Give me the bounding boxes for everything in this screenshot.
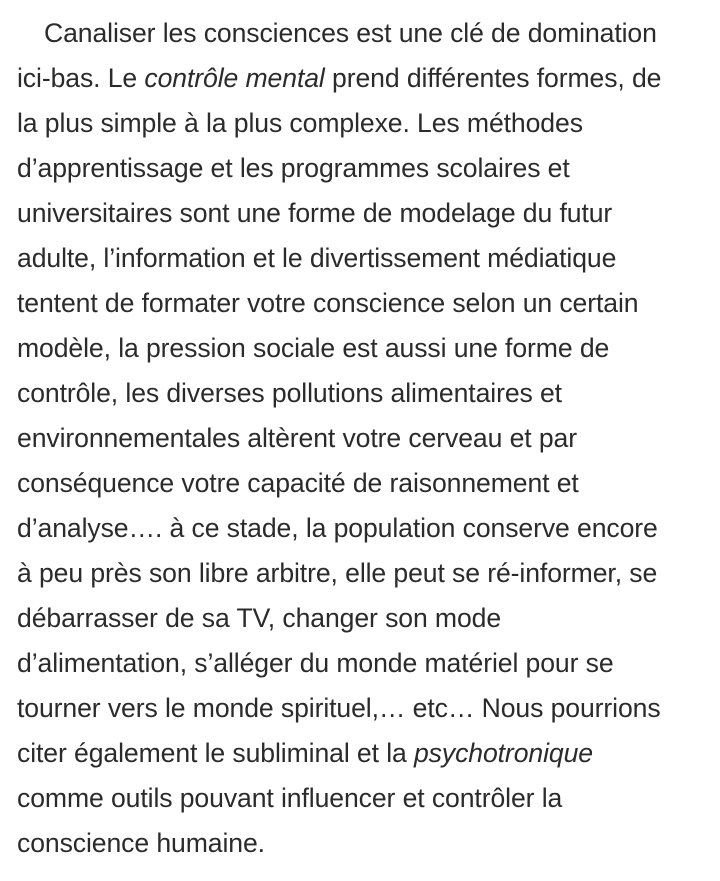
text-line: conséquence votre capacité de raisonnement et (17, 468, 579, 498)
text-line: d’alimentation, s’alléger du monde matériel pour se (17, 648, 614, 678)
text-line: à peu près son libre arbitre, elle peut se ré-informer, se (17, 558, 658, 588)
text-segment: prend différentes formes, de (324, 63, 662, 93)
text-line: tourner vers le monde spirituel,… etc… Nous pourrions (17, 693, 661, 723)
text-line: tentent de formater votre conscience selon un certain (17, 288, 639, 318)
text-line: la plus simple à la plus complexe. Les méthodes (17, 108, 583, 138)
text-line (17, 56, 710, 101)
emphasis-psychotronique: psychotronique (413, 738, 593, 768)
paragraph (17, 11, 710, 866)
text-line: débarrasser de sa TV, changer son mode (17, 603, 502, 633)
text-line: contrôle, les diverses pollutions alimentaires et (17, 378, 562, 408)
text-line: adulte, l’information et le divertissement médiatique (17, 243, 617, 273)
text-line: Canaliser les consciences est une clé de domination (44, 18, 657, 48)
emphasis-controle-mental: contrôle mental (144, 63, 325, 93)
text-line: d’analyse…. à ce stade, la population conserve encore (17, 513, 658, 543)
text-line: modèle, la pression sociale est aussi une forme de (17, 333, 610, 363)
text-segment: ici-bas. Le (17, 63, 145, 93)
text-line: environnementales altèrent votre cerveau et par (17, 423, 578, 453)
text-line: comme outils pouvant influencer et contrôler la (17, 783, 563, 813)
text-line (17, 731, 710, 776)
text-line: conscience humaine. (17, 828, 265, 858)
text-segment: citer également le subliminal et la (17, 738, 414, 768)
text-line: d’apprentissage et les programmes scolaires et (17, 153, 570, 183)
text-line: universitaires sont une forme de modelage du futur (17, 198, 613, 228)
